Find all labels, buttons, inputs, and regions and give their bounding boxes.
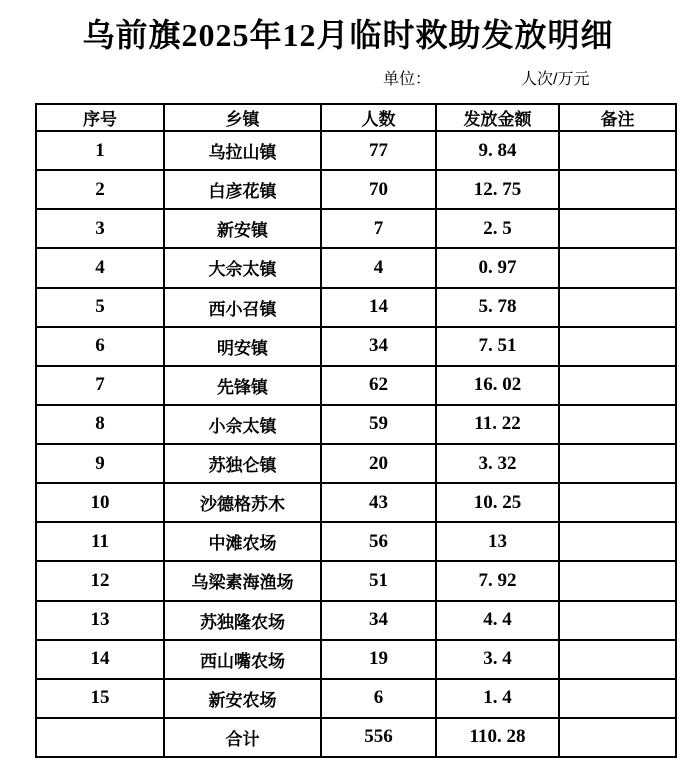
cell-no: 5 <box>36 288 164 327</box>
cell-note <box>559 288 676 327</box>
table-row <box>36 405 676 444</box>
cell-amount: 5. 78 <box>436 288 559 327</box>
cell-amount: 3. 4 <box>436 640 559 679</box>
cell-count: 7 <box>321 209 436 248</box>
cell-note <box>559 679 676 718</box>
header-note: 备注 <box>559 104 676 131</box>
cell-no: 8 <box>36 405 164 444</box>
unit-label: 单位： <box>383 71 432 88</box>
cell-note <box>559 522 676 561</box>
cell-count: 59 <box>321 405 436 444</box>
table-row <box>36 679 676 718</box>
table-row <box>36 561 676 600</box>
cell-amount: 12. 75 <box>436 170 559 209</box>
table-row <box>36 640 676 679</box>
table-row <box>36 170 676 209</box>
cell-amount: 3. 32 <box>436 444 559 483</box>
cell-no: 4 <box>36 248 164 287</box>
table-row <box>36 288 676 327</box>
cell-note <box>559 248 676 287</box>
cell-note <box>559 327 676 366</box>
cell-no <box>36 718 164 757</box>
cell-total-amount: 110. 28 <box>436 718 559 757</box>
cell-note <box>559 170 676 209</box>
cell-amount: 11. 22 <box>436 405 559 444</box>
cell-town: 小佘太镇 <box>164 405 321 444</box>
cell-note <box>559 718 676 757</box>
cell-count: 34 <box>321 327 436 366</box>
table-row <box>36 327 676 366</box>
cell-no: 9 <box>36 444 164 483</box>
cell-total-label: 合计 <box>164 718 321 757</box>
cell-town: 西小召镇 <box>164 288 321 327</box>
cell-town: 乌拉山镇 <box>164 131 321 170</box>
cell-amount: 0. 97 <box>436 248 559 287</box>
cell-no: 10 <box>36 483 164 522</box>
cell-no: 15 <box>36 679 164 718</box>
table-row <box>36 248 676 287</box>
cell-count: 77 <box>321 131 436 170</box>
cell-amount: 2. 5 <box>436 209 559 248</box>
table-total-row <box>36 718 676 757</box>
cell-no: 1 <box>36 131 164 170</box>
table-row <box>36 601 676 640</box>
unit-value: 人次/万元 <box>521 71 590 88</box>
cell-note <box>559 209 676 248</box>
cell-amount: 10. 25 <box>436 483 559 522</box>
table-row <box>36 209 676 248</box>
header-no: 序号 <box>36 104 164 131</box>
cell-count: 20 <box>321 444 436 483</box>
table-row <box>36 444 676 483</box>
cell-count: 43 <box>321 483 436 522</box>
page-title: 乌前旗2025年12月临时救助发放明细 <box>82 17 614 53</box>
cell-note <box>559 640 676 679</box>
cell-note <box>559 444 676 483</box>
cell-amount: 4. 4 <box>436 601 559 640</box>
cell-count: 62 <box>321 366 436 405</box>
cell-amount: 7. 92 <box>436 561 559 600</box>
table-row <box>36 131 676 170</box>
cell-town: 明安镇 <box>164 327 321 366</box>
cell-count: 6 <box>321 679 436 718</box>
cell-town: 中滩农场 <box>164 522 321 561</box>
table-row <box>36 366 676 405</box>
cell-no: 7 <box>36 366 164 405</box>
header-count: 人数 <box>321 104 436 131</box>
cell-note <box>559 405 676 444</box>
cell-town: 先锋镇 <box>164 366 321 405</box>
cell-amount: 7. 51 <box>436 327 559 366</box>
cell-no: 13 <box>36 601 164 640</box>
cell-note <box>559 131 676 170</box>
cell-note <box>559 601 676 640</box>
cell-count: 70 <box>321 170 436 209</box>
cell-town: 沙德格苏木 <box>164 483 321 522</box>
cell-total-count: 556 <box>321 718 436 757</box>
cell-town: 乌梁素海渔场 <box>164 561 321 600</box>
cell-town: 苏独仑镇 <box>164 444 321 483</box>
cell-note <box>559 366 676 405</box>
header-town: 乡镇 <box>164 104 321 131</box>
cell-no: 6 <box>36 327 164 366</box>
header-amount: 发放金额 <box>436 104 559 131</box>
cell-no: 3 <box>36 209 164 248</box>
table-row <box>36 522 676 561</box>
table-row <box>36 483 676 522</box>
cell-note <box>559 483 676 522</box>
cell-town: 苏独隆农场 <box>164 601 321 640</box>
cell-no: 2 <box>36 170 164 209</box>
cell-amount: 13 <box>436 522 559 561</box>
cell-count: 14 <box>321 288 436 327</box>
cell-count: 19 <box>321 640 436 679</box>
cell-note <box>559 561 676 600</box>
cell-town: 大佘太镇 <box>164 248 321 287</box>
cell-amount: 16. 02 <box>436 366 559 405</box>
cell-no: 14 <box>36 640 164 679</box>
cell-count: 4 <box>321 248 436 287</box>
cell-count: 51 <box>321 561 436 600</box>
relief-table <box>35 103 677 758</box>
cell-no: 11 <box>36 522 164 561</box>
cell-town: 白彦花镇 <box>164 170 321 209</box>
cell-amount: 1. 4 <box>436 679 559 718</box>
cell-town: 新安农场 <box>164 679 321 718</box>
table-header-row <box>36 104 676 131</box>
cell-count: 34 <box>321 601 436 640</box>
cell-town: 新安镇 <box>164 209 321 248</box>
cell-count: 56 <box>321 522 436 561</box>
cell-amount: 9. 84 <box>436 131 559 170</box>
cell-town: 西山嘴农场 <box>164 640 321 679</box>
cell-no: 12 <box>36 561 164 600</box>
